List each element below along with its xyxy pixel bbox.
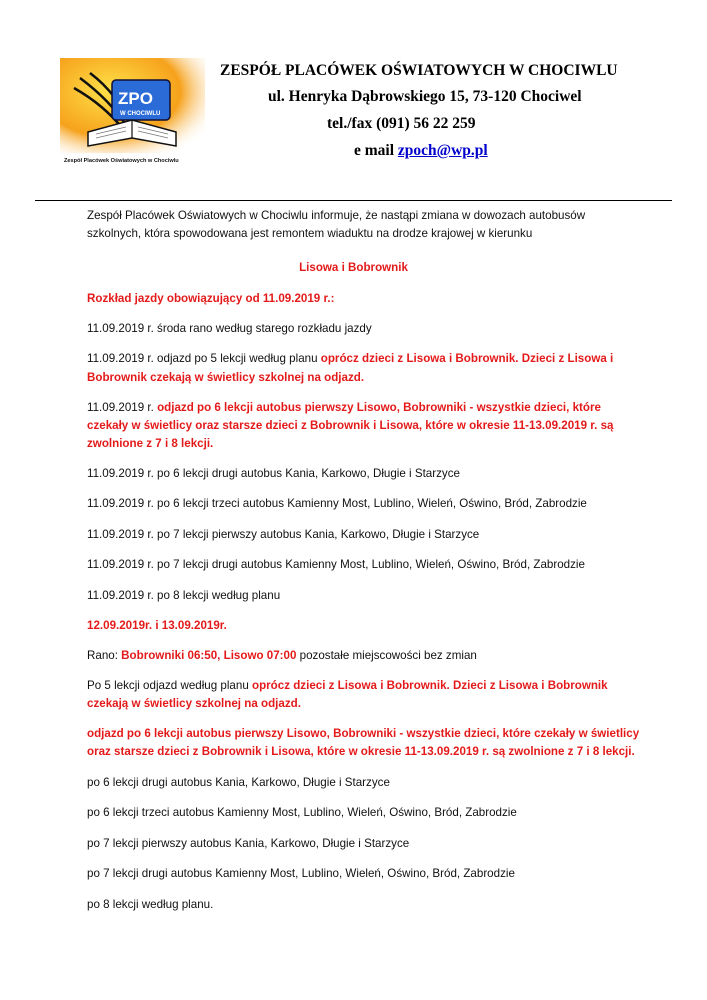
school-logo [60, 58, 205, 166]
direction-title: Lisowa i Bobrownik [299, 261, 408, 274]
schedule-line: odjazd po 6 lekcji autobus pierwszy Lisowo, Bobrowniki - wszystkie dzieci, które czekały w świetlicy [87, 727, 640, 740]
org-address: ul. Henryka Dąbrowskiego 15, 73-120 Chociwel [268, 88, 582, 105]
schedule-line: 11.09.2019 r. po 7 lekcji drugi autobus Kamienny Most, Lublino, Wieleń, Oświno, Bród, Zabrodzie [87, 558, 585, 571]
schedule-line: czekają w świetlicy szkolnej na odjazd. [87, 697, 301, 710]
email-label: e mail [354, 142, 398, 159]
svg-text:ZPO: ZPO [118, 89, 153, 108]
org-email-line [354, 142, 488, 160]
schedule-line: po 7 lekcji pierwszy autobus Kania, Karkowo, Długie i Starzyce [87, 837, 410, 850]
book-quill-logo-icon [60, 58, 205, 166]
schedule-line: po 6 lekcji drugi autobus Kania, Karkowo, Długie i Starzyce [87, 776, 390, 789]
dates-heading: 12.09.2019r. i 13.09.2019r. [87, 619, 227, 632]
schedule-line: czekały w świetlicy oraz starsze dzieci z Bobrownik i Lisowa, które w okresie 11-13.09.2019 r. są [87, 419, 614, 432]
schedule-line: oraz starsze dzieci z Bobrownik i Lisowa, które w okresie 11-13.09.2019 r. są zwolnione z 7 i 8 lekcji. [87, 745, 635, 758]
schedule-line: 11.09.2019 r. po 8 lekcji według planu [87, 589, 281, 602]
schedule-line: po 6 lekcji trzeci autobus Kamienny Most, Lublino, Wieleń, Oświno, Bród, Zabrodzie [87, 806, 517, 819]
schedule-line: 11.09.2019 r. środa rano według starego rozkładu jazdy [87, 322, 372, 335]
svg-text:Zespół Placówek Oświatowych w: Zespół Placówek Oświatowych w Chociwlu [64, 158, 179, 164]
schedule-line: po 7 lekcji drugi autobus Kamienny Most, Lublino, Wieleń, Oświno, Bród, Zabrodzie [87, 867, 515, 880]
schedule-line: Po 5 lekcji odjazd według planu oprócz dzieci z Lisowa i Bobrownik. Dzieci z Lisowa i Bobrownik [87, 679, 608, 692]
schedule-line: 11.09.2019 r. odjazd po 5 lekcji według planu oprócz dzieci z Lisowa i Bobrownik. Dzieci z Lisowa i [87, 352, 614, 365]
svg-text:W CHOCIWLU: W CHOCIWLU [120, 111, 161, 117]
schedule-line: Bobrownik czekają w świetlicy szkolnej na odjazd. [87, 371, 365, 384]
schedule-line: 11.09.2019 r. po 7 lekcji pierwszy autobus Kania, Karkowo, Długie i Starzyce [87, 528, 480, 541]
email-link[interactable]: zpoch@wp.pl [397, 142, 488, 159]
intro-line-1: Zespół Placówek Oświatowych w Chociwlu informuje, że nastąpi zmiana w dowozach autobusów [87, 209, 586, 222]
org-name: ZESPÓŁ PLACÓWEK OŚWIATOWYCH W CHOCIWLU [220, 62, 618, 79]
schedule-line: po 8 lekcji według planu. [87, 898, 214, 911]
schedule-line: 11.09.2019 r. po 6 lekcji trzeci autobus Kamienny Most, Lublino, Wieleń, Oświno, Bród, Zabrodzie [87, 497, 587, 510]
schedule-line: zwolnione z 7 i 8 lekcji. [87, 437, 214, 450]
intro-line-2: szkolnych, która spowodowana jest remontem wiaduktu na drodze krajowej w kierunku [87, 227, 533, 240]
header-divider [35, 200, 672, 201]
schedule-line: 11.09.2019 r. odjazd po 6 lekcji autobus pierwszy Lisowo, Bobrowniki - wszystkie dzieci, które [87, 401, 601, 414]
schedule-heading: Rozkład jazdy obowiązujący od 11.09.2019 r.: [87, 292, 335, 305]
morning-line: Rano: Bobrowniki 06:50, Lisowo 07:00 pozostałe miejscowości bez zmian [87, 649, 477, 662]
org-phone: tel./fax (091) 56 22 259 [327, 115, 476, 132]
schedule-line: 11.09.2019 r. po 6 lekcji drugi autobus Kania, Karkowo, Długie i Starzyce [87, 467, 460, 480]
